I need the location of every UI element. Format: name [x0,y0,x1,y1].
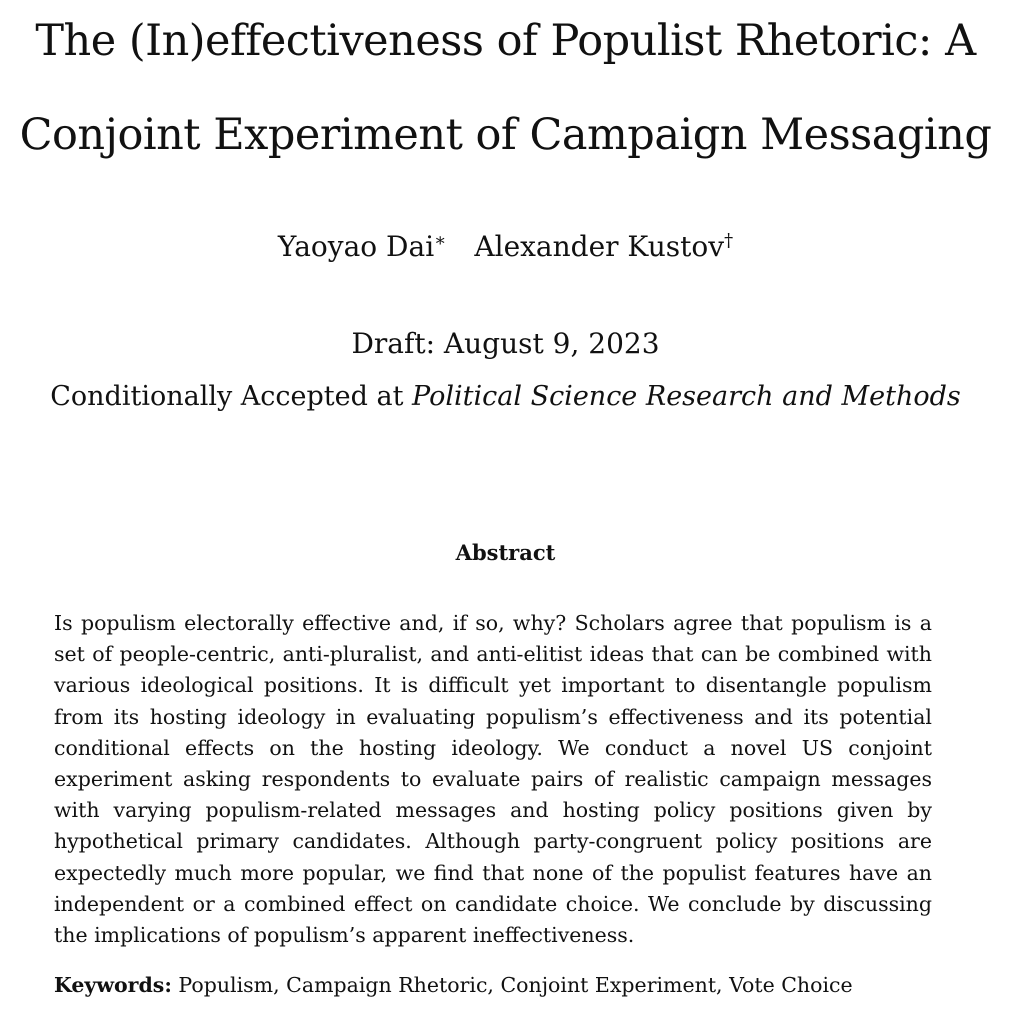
publication-status [0,381,1011,412]
status-prefix: Conditionally Accepted at [50,381,404,412]
author-list [0,230,1011,263]
author-footnote-mark: † [724,230,734,251]
abstract-heading: Abstract [455,540,556,565]
author-name: Alexander Kustov [474,230,725,263]
paper-title-line-1: The (In)effectiveness of Populist Rhetoric: A [35,16,976,66]
keywords [54,970,954,1001]
author-name: Yaoyao Dai [277,230,435,263]
abstract-body: Is populism electorally effective and, if so, why? Scholars agree that populism is a set of people-centric, anti-pluralist, and anti-elitist ideas that can be combined with various ideological positions. It is difficult yet important to disentangle populism from its hosting ideology in evaluating populism’s effectiveness and its potential conditional effects on the hosting ideology. We conduct a novel US conjoint experiment asking respondents to evaluate pairs of realistic campaign messages with varying populism-related messages and hosting policy positions given by hypothetical primary candidates. Although party-congruent policy positions are expectedly much more popular, we find that none of the populist features have an independent or a combined effect on candidate choice. We conclude by discussing the implications of populism’s apparent ineffectiveness. [54,611,932,948]
keywords-list: Populism, Campaign Rhetoric, Conjoint Experiment, Vote Choice [178,973,853,997]
author-footnote-mark: ∗ [434,230,447,251]
draft-date: Draft: August 9, 2023 [351,327,660,360]
keywords-label: Keywords: [54,973,172,997]
paper-title-line-2: Conjoint Experiment of Campaign Messaging [19,110,992,160]
journal-name: Political Science Research and Methods [412,381,961,412]
